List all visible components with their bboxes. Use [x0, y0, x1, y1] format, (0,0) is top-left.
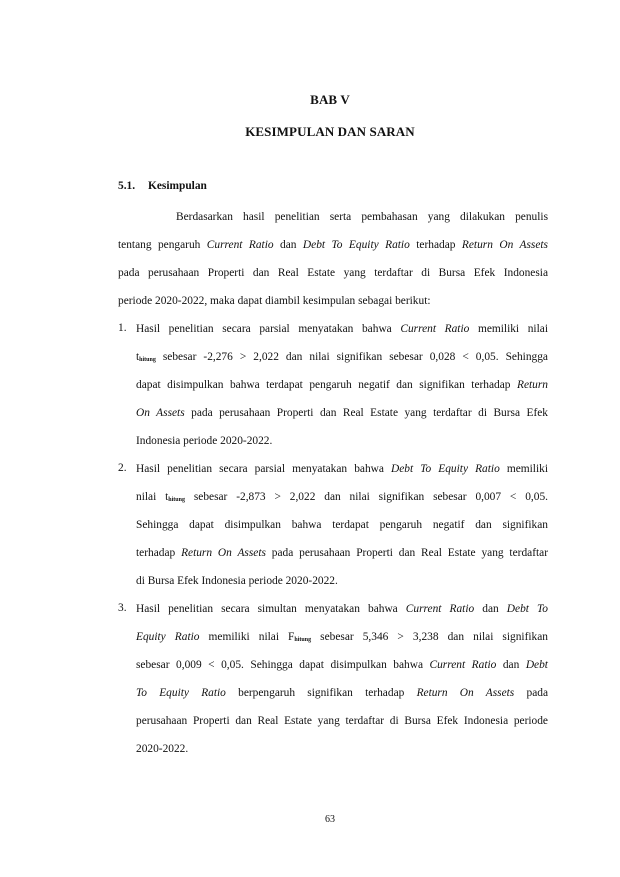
subscript: hitung — [139, 357, 156, 363]
intro-text: tentang pengaruh — [118, 239, 207, 251]
item-text: memiliki — [499, 463, 548, 475]
item1-line-5: Indonesia periode 2020-2022. — [136, 435, 273, 447]
item-text: dan — [496, 659, 526, 671]
item1-line-4 — [136, 406, 548, 420]
list-item-number: 1. — [118, 322, 127, 334]
item-text: sebesar 0,009 < 0,05. Sehingga dapat disimpulkan bahwa — [136, 659, 430, 671]
item2-line-3: Sehingga dapat disimpulkan bahwa terdapat pengaruh negatif dan signifikan — [136, 519, 548, 531]
item-text: Hasil penelitian secara parsial menyatakan bahwa — [136, 323, 401, 335]
intro-text: dan — [273, 239, 303, 251]
item3-line-3 — [136, 658, 548, 672]
item-text: pada perusahaan Properti dan Real Estate yang terdaftar di Bursa Efek — [184, 407, 548, 419]
intro-line-1: Berdasarkan hasil penelitian serta pembahasan yang dilakukan penulis — [176, 211, 548, 223]
item3-line-6: 2020-2022. — [136, 743, 189, 755]
item-term: Debt To — [506, 603, 548, 615]
item-text: dan — [474, 603, 507, 615]
item-text: t — [136, 351, 140, 363]
item-term: Return On Assets — [416, 687, 515, 699]
item3-line-2 — [136, 630, 548, 647]
intro-term: Current Ratio — [206, 239, 274, 251]
item-term: Current Ratio — [400, 323, 470, 335]
item2-line-2 — [136, 490, 548, 507]
list-item-number: 3. — [118, 602, 127, 614]
chapter-title: KESIMPULAN DAN SARAN — [245, 124, 415, 139]
item3-line-5: perusahaan Properti dan Real Estate yang terdaftar di Bursa Efek Indonesia periode — [136, 715, 548, 727]
section-title: Kesimpulan — [148, 180, 207, 192]
intro-text: terhadap — [409, 239, 462, 251]
item1-line-3 — [136, 378, 548, 392]
item-text: berpengaruh signifikan terhadap — [225, 687, 417, 699]
item-text: terhadap — [136, 547, 182, 559]
item3-line-1 — [136, 602, 548, 616]
item-text: pada perusahaan Properti dan Real Estate yang terdaftar — [265, 547, 549, 559]
list-item-number: 2. — [118, 462, 127, 474]
item-term: Return On Assets — [181, 547, 266, 559]
item-text: memiliki nilai F — [199, 631, 295, 643]
item-term: On Assets — [136, 407, 185, 419]
item-text: memiliki nilai — [469, 323, 548, 335]
intro-line-4: periode 2020-2022, maka dapat diambil kesimpulan sebagai berikut: — [118, 295, 431, 307]
item2-line-5: di Bursa Efek Indonesia periode 2020-2022. — [136, 575, 338, 587]
item-term: Return — [516, 379, 548, 391]
item1-line-2 — [136, 350, 548, 367]
page-number: 63 — [325, 814, 335, 825]
item-term: Debt To Equity Ratio — [391, 463, 500, 475]
item-text: Hasil penelitian secara parsial menyatakan bahwa — [136, 463, 391, 475]
item2-line-4 — [136, 546, 548, 560]
item-term: Debt — [525, 659, 548, 671]
item-term: To Equity Ratio — [136, 687, 226, 699]
intro-term: Debt To Equity Ratio — [302, 239, 410, 251]
item-text: pada — [514, 687, 548, 699]
item-text: Hasil penelitian secara simultan menyatakan bahwa — [136, 603, 406, 615]
item3-line-4 — [136, 686, 548, 700]
item2-line-1 — [136, 462, 548, 476]
item-text: nilai t — [136, 491, 169, 503]
item-text: sebesar -2,873 > 2,022 dan nilai signifikan sebesar 0,007 < 0,05. — [184, 491, 548, 503]
item-text: sebesar 5,346 > 3,238 dan nilai signifikan — [311, 631, 548, 643]
chapter-number: BAB V — [310, 92, 350, 107]
subscript: hitung — [168, 497, 185, 503]
item-term: Equity Ratio — [136, 631, 200, 643]
item1-line-1 — [136, 322, 548, 336]
item-term: Current Ratio — [429, 659, 497, 671]
subscript: hitung — [294, 637, 312, 643]
item-term: Current Ratio — [405, 603, 475, 615]
section-number: 5.1. — [118, 180, 136, 192]
intro-line-2 — [118, 238, 548, 252]
item-text: dapat disimpulkan bahwa terdapat pengaruh negatif dan signifikan terhadap — [136, 379, 517, 391]
intro-term: Return On Assets — [461, 239, 548, 251]
item-text: sebesar -2,276 > 2,022 dan nilai signifikan sebesar 0,028 < 0,05. Sehingga — [155, 351, 548, 363]
intro-line-3: pada perusahaan Properti dan Real Estate yang terdaftar di Bursa Efek Indonesia — [118, 267, 548, 279]
